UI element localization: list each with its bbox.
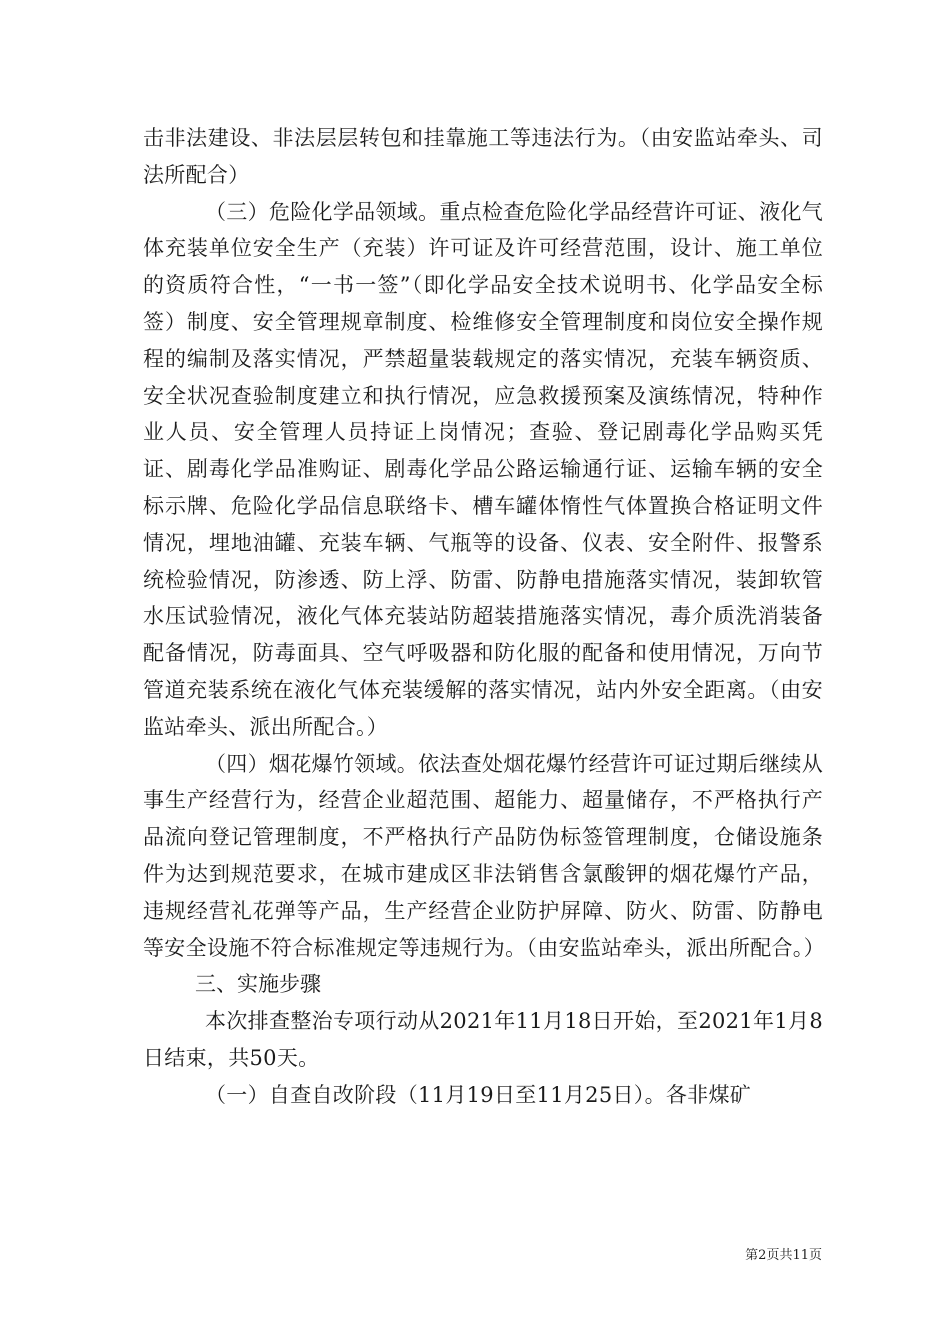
paragraph-continuation: 击非法建设、非法层层转包和挂靠施工等违法行为。（由安监站牵头、司法所配合） — [143, 126, 823, 187]
document-body — [143, 120, 823, 1114]
paragraph-fireworks: （四）烟花爆竹领域。依法查处烟花爆竹经营许可证过期后继续从事生产经营行为，经营企业超范围、超能力、超量储存，不严格执行产品流向登记管理制度，不严格执行产品防伪标签管理制度，仓储设施条件为达到规范要求，在城市建成区非法销售含氯酸钾的烟花爆竹产品，违规经营礼花弹等产品，生产经营企业防护屏障、防火、防雷、防静电等安全设施不符合标准规定等违规行为。（由安监站牵头，派出所配合。） — [143, 751, 825, 960]
paragraph-schedule: 本次排查整治专项行动从2021年11月18日开始，至2021年1月8日结束，共50天。 — [143, 1009, 823, 1070]
page-number-footer: 第2页共11页 — [745, 1248, 822, 1263]
paragraph-hazardous-chemicals: （三）危险化学品领域。重点检查危险化学品经营许可证、液化气体充装单位安全生产（充装）许可证及许可经营范围，设计、施工单位的资质符合性，“一书一签”（即化学品安全技术说明书、化学品安全标签）制度、安全管理规章制度、检维修安全管理制度和岗位安全操作规程的编制及落实情况，严禁超量装载规定的落实情况，充装车辆资质、安全状况查验制度建立和执行情况，应急救援预案及演练情况，特种作业人员、安全管理人员持证上岗情况；查验、登记剧毒化学品购买凭证、剧毒化学品准购证、剧毒化学品公路运输通行证、运输车辆的安全标示牌、危险化学品信息联络卡、槽车罐体惰性气体置换合格证明文件情况，埋地油罐、充装车辆、气瓶等的设备、仪表、安全附件、报警系统检验情况，防渗透、防上浮、防雷、防静电措施落实情况，装卸软管水压试验情况，液化气体充装站防超装措施落实情况，毒介质洗消装备配备情况，防毒面具、空气呼吸器和防化服的配备和使用情况，万向节管道充装系统在液化气体充装缓解的落实情况，站内外安全距离。（由安监站牵头、派出所配合。） — [143, 199, 823, 739]
paragraph-self-check-stage: （一）自查自改阶段（11月19日至11月25日）。各非煤矿 — [205, 1082, 752, 1107]
section-heading-implementation-steps: 三、实施步骤 — [195, 972, 321, 997]
